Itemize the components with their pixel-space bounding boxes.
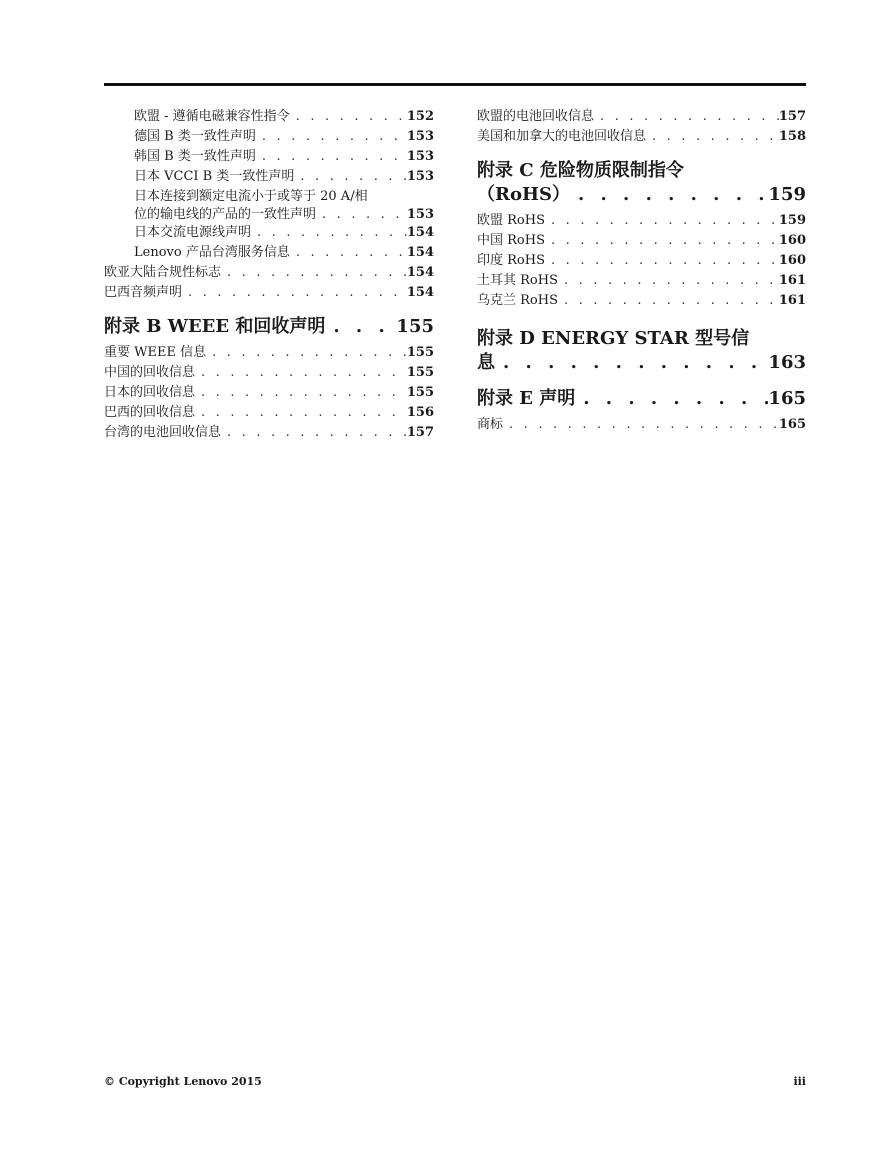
toc-entry[interactable] (477, 107, 806, 127)
dot-leader (195, 403, 407, 423)
toc-entry-title: 乌克兰 RoHS (477, 293, 558, 308)
dot-leader (594, 107, 779, 127)
dot-leader (195, 363, 407, 383)
toc-entry-title: 台湾的电池回收信息 (104, 425, 222, 440)
chapter-title-line1: 附录 C 危险物质限制指令 (477, 160, 684, 181)
toc-entry-title: Lenovo 产品台湾服务信息 (134, 245, 290, 260)
toc-entry[interactable] (104, 403, 434, 423)
dot-leader (570, 183, 768, 207)
dot-leader (503, 415, 779, 435)
toc-right-column (477, 107, 806, 435)
chapter-page: 165 (768, 388, 806, 409)
toc-entry-page: 155 (406, 365, 434, 380)
toc-entry-page: 153 (406, 129, 434, 144)
toc-entry[interactable] (477, 415, 806, 435)
dot-leader (256, 127, 407, 147)
toc-entry[interactable] (104, 343, 434, 363)
dot-leader (495, 351, 768, 375)
toc-entry-page: 156 (406, 405, 434, 420)
toc-entry-page: 154 (406, 265, 434, 280)
dot-leader (545, 251, 779, 271)
toc-entry[interactable] (104, 423, 434, 443)
toc-entry-title: 巴西的回收信息 (104, 405, 196, 420)
toc-entry-title: 欧盟的电池回收信息 (477, 109, 595, 124)
toc-entry-title: 重要 WEEE 信息 (104, 345, 207, 360)
toc-entry-title-line1: 日本连接到额定电流小于或等于 20 A/相 (134, 189, 368, 204)
dot-leader (251, 223, 407, 243)
toc-entry-page: 155 (406, 345, 434, 360)
toc-entry-page: 160 (778, 253, 806, 268)
toc-entry-title: 中国的回收信息 (104, 365, 196, 380)
dot-leader (206, 343, 407, 363)
toc-chapter-e[interactable] (477, 387, 806, 411)
dot-leader (545, 211, 779, 231)
toc-entry-page: 165 (778, 417, 806, 432)
toc-entry[interactable] (104, 243, 434, 263)
chapter-title: 附录 B WEEE 和回收声明 (104, 316, 326, 337)
toc-entry-page: 153 (406, 169, 434, 184)
toc-entry[interactable] (477, 291, 806, 311)
toc-chapter-b[interactable] (104, 315, 434, 339)
toc-entry-page: 153 (406, 149, 434, 164)
toc-entry-title: 商标 (477, 417, 504, 432)
dot-leader (195, 383, 407, 403)
dot-leader (575, 387, 768, 411)
toc-chapter-d[interactable] (477, 327, 806, 375)
page-number: iii (793, 1075, 806, 1088)
toc-entry-title: 巴西音频声明 (104, 285, 183, 300)
toc-entry[interactable] (477, 271, 806, 291)
dot-leader (646, 127, 779, 147)
toc-entry[interactable] (104, 223, 434, 243)
dot-leader (294, 167, 406, 187)
dot-leader (325, 315, 396, 339)
chapter-title-line2: （RoHS） (477, 184, 570, 205)
toc-entry-title: 欧亚大陆合规性标志 (104, 265, 222, 280)
toc-entry[interactable] (104, 147, 434, 167)
dot-leader (558, 271, 779, 291)
chapter-page: 159 (768, 184, 806, 205)
dot-leader (545, 231, 779, 251)
toc-entry-page: 158 (778, 129, 806, 144)
toc-entry-title: 欧盟 RoHS (477, 213, 545, 228)
toc-entry[interactable] (104, 127, 434, 147)
chapter-title: 附录 E 声明 (477, 388, 576, 409)
toc-entry-page: 161 (778, 273, 806, 288)
toc-entry-title: 印度 RoHS (477, 253, 545, 268)
toc-entry-page: 154 (406, 285, 434, 300)
toc-entry[interactable] (477, 251, 806, 271)
chapter-page: 155 (396, 316, 434, 337)
dot-leader (290, 107, 407, 127)
toc-entry-page: 153 (406, 207, 434, 222)
toc-entry-title: 韩国 B 类一致性声明 (134, 149, 256, 164)
chapter-title-line2: 息 (477, 352, 495, 373)
toc-entry-title: 日本的回收信息 (104, 385, 196, 400)
toc-entry-title: 土耳其 RoHS (477, 273, 558, 288)
toc-entry-page: 157 (406, 425, 434, 440)
toc-entry-title: 日本交流电源线声明 (134, 225, 252, 240)
toc-entry[interactable] (477, 127, 806, 147)
dot-leader (256, 147, 407, 167)
toc-entry-page: 159 (778, 213, 806, 228)
dot-leader (221, 423, 407, 443)
dot-leader (221, 263, 407, 283)
dot-leader (316, 206, 407, 223)
toc-entry-multiline[interactable] (104, 187, 434, 223)
toc-entry[interactable] (104, 263, 434, 283)
dot-leader (290, 243, 407, 263)
toc-chapter-c[interactable] (477, 159, 806, 207)
toc-entry-title-line2: 位的输电线的产品的一致性声明 (134, 207, 317, 222)
toc-entry-page: 155 (406, 385, 434, 400)
toc-entry-title: 德国 B 类一致性声明 (134, 129, 256, 144)
toc-entry-page: 161 (778, 293, 806, 308)
toc-entry-page: 157 (778, 109, 806, 124)
toc-entry-page: 160 (778, 233, 806, 248)
toc-entry[interactable] (104, 363, 434, 383)
toc-entry[interactable] (104, 383, 434, 403)
header-rule (104, 83, 806, 86)
copyright-notice: © Copyright Lenovo 2015 (104, 1075, 262, 1088)
chapter-title-line1: 附录 D ENERGY STAR 型号信 (477, 328, 750, 349)
toc-entry-page: 154 (406, 245, 434, 260)
toc-entry-title: 欧盟 - 遵循电磁兼容性指令 (134, 109, 290, 124)
chapter-page: 163 (768, 352, 806, 373)
toc-entry-title: 美国和加拿大的电池回收信息 (477, 129, 647, 144)
toc-entry[interactable] (477, 211, 806, 231)
dot-leader (182, 283, 407, 303)
toc-entry[interactable] (104, 107, 434, 127)
toc-entry-title: 中国 RoHS (477, 233, 545, 248)
toc-entry-page: 152 (406, 109, 434, 124)
toc-entry[interactable] (104, 167, 434, 187)
toc-entry-title: 日本 VCCI B 类一致性声明 (134, 169, 295, 184)
dot-leader (558, 291, 779, 311)
toc-left-column (104, 107, 434, 443)
toc-entry[interactable] (104, 283, 434, 303)
toc-entry-page: 154 (406, 225, 434, 240)
toc-entry[interactable] (477, 231, 806, 251)
